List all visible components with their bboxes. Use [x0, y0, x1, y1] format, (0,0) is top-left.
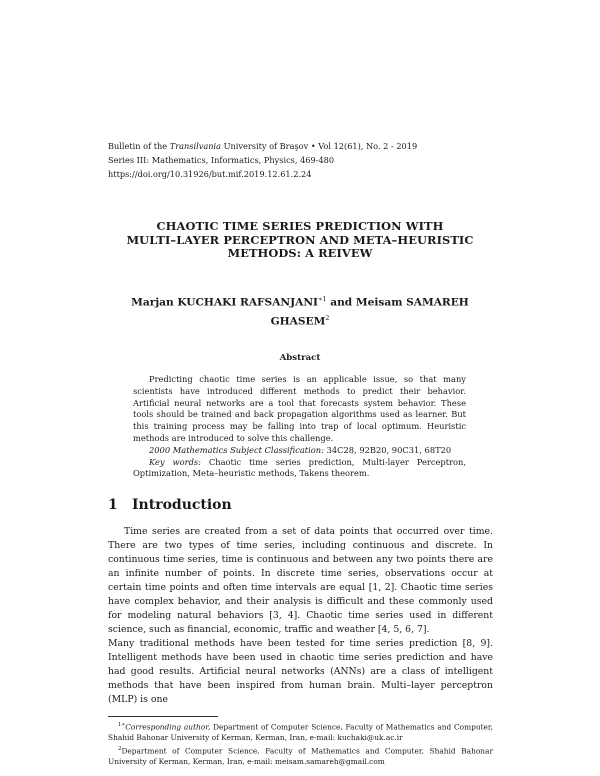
abstract-block: [133, 374, 466, 480]
keywords-line: [133, 457, 466, 481]
abstract-heading: Abstract: [279, 353, 321, 363]
journal-line: [108, 139, 508, 153]
msc-label: 2000 Mathematics Subject Classification:: [149, 444, 324, 455]
section-number: 1: [108, 497, 118, 513]
title-line-1: CHAOTIC TIME SERIES PREDICTION WITH: [156, 219, 444, 233]
journal-volume: University of Braşov • Vol 12(61), No. 2 - 2019: [220, 141, 418, 151]
footnote-1-text: Department of Computer Science, Faculty of Mathematics and Computer, Shahid Bahonar University of Kerman, Kerman, Iran, e-mail: kuchaki@uk.ac.ir: [108, 722, 493, 743]
title-line-3: METHODS: A REIVEW: [227, 246, 373, 260]
footnote-2-mark: 2: [118, 745, 122, 752]
section-heading: [108, 497, 232, 513]
msc-line: [133, 445, 466, 457]
footnote-rule: [108, 716, 218, 717]
title-line-2: MULTI–LAYER PERCEPTRON AND META–HEURISTIC: [126, 232, 474, 247]
footnote-1-mark: 1∗: [118, 722, 126, 728]
author-list: [100, 292, 500, 329]
footnote-1-label: Corresponding author,: [125, 722, 211, 732]
footnotes: [108, 720, 493, 767]
author-1-mark: ∗1: [317, 295, 327, 303]
paragraph-2: Many traditional methods have been tested for time series prediction [8, 9]. Intelligent methods have been used in chaotic time series prediction and have had good results. Artificial neural networks (ANNs) are a class of intelligent methods that have been inspired from human brain. Multi–layer perceptron (MLP) is one: [108, 638, 493, 705]
paragraph-1: Time series are created from a set of data points that occurred over time. There are two types of time series, including continuous and discrete. In continuous time series, time is continuous and between any two points there are an infinite number of points. In discrete time series, observations occur at certain time points and often time intervals are equal [1, 2]. Chaotic time series have complex behavior, and their analysis is difficult and these commonly used for modeling natural behaviors [3, 4]. Chaotic time series used in different science, such as financial, economic, traffic and weather [4, 5, 6, 7].: [108, 526, 493, 635]
abstract-text: Predicting chaotic time series is an applicable issue, so that many scientists have introduced different methods to predict their behavior. Artificial neural networks are a tool that forecasts system behavior. These tools should be trained and back propagation algorithms used as learner. But this training process may be falling into trap of local optimum. Heuristic methods are introduced to solve this challenge.: [133, 374, 466, 443]
keywords-label: Key words:: [149, 456, 201, 467]
series-line: Series III: Mathematics, Informatics, Physics, 469-480: [108, 155, 335, 165]
paper-title: [100, 220, 500, 261]
author-1: Marjan KUCHAKI RAFSANJANI: [131, 296, 318, 309]
section-title: Introduction: [132, 497, 232, 513]
msc-value: 34C28, 92B20, 90C31, 68T20: [323, 444, 452, 455]
author-2-mark: 2: [325, 313, 330, 322]
author-connector: and Meisam SAMAREH: [326, 296, 469, 309]
doi-link[interactable]: https://doi.org/10.31926/but.mif.2019.12.61.2.24: [108, 169, 312, 179]
journal-header: [108, 139, 508, 181]
journal-name: Transilvania: [169, 141, 221, 151]
footnote-2-text: Department of Computer Science, Faculty of Mathematics and Computer, Shahid Bahonar University of Kerman, Kerman, Iran, e-mail: meisam.samareh@gmail.com: [108, 746, 493, 766]
footnote-2: [108, 744, 493, 768]
author-2: GHASEM: [270, 315, 326, 328]
journal-prefix: Bulletin of the: [108, 141, 170, 151]
keywords-value: Chaotic time series prediction, Multi-layer Perceptron, Optimization, Meta–heuristic methods, Takens theorem.: [133, 456, 466, 479]
footnote-1: [108, 720, 493, 744]
body-text: [108, 525, 493, 707]
